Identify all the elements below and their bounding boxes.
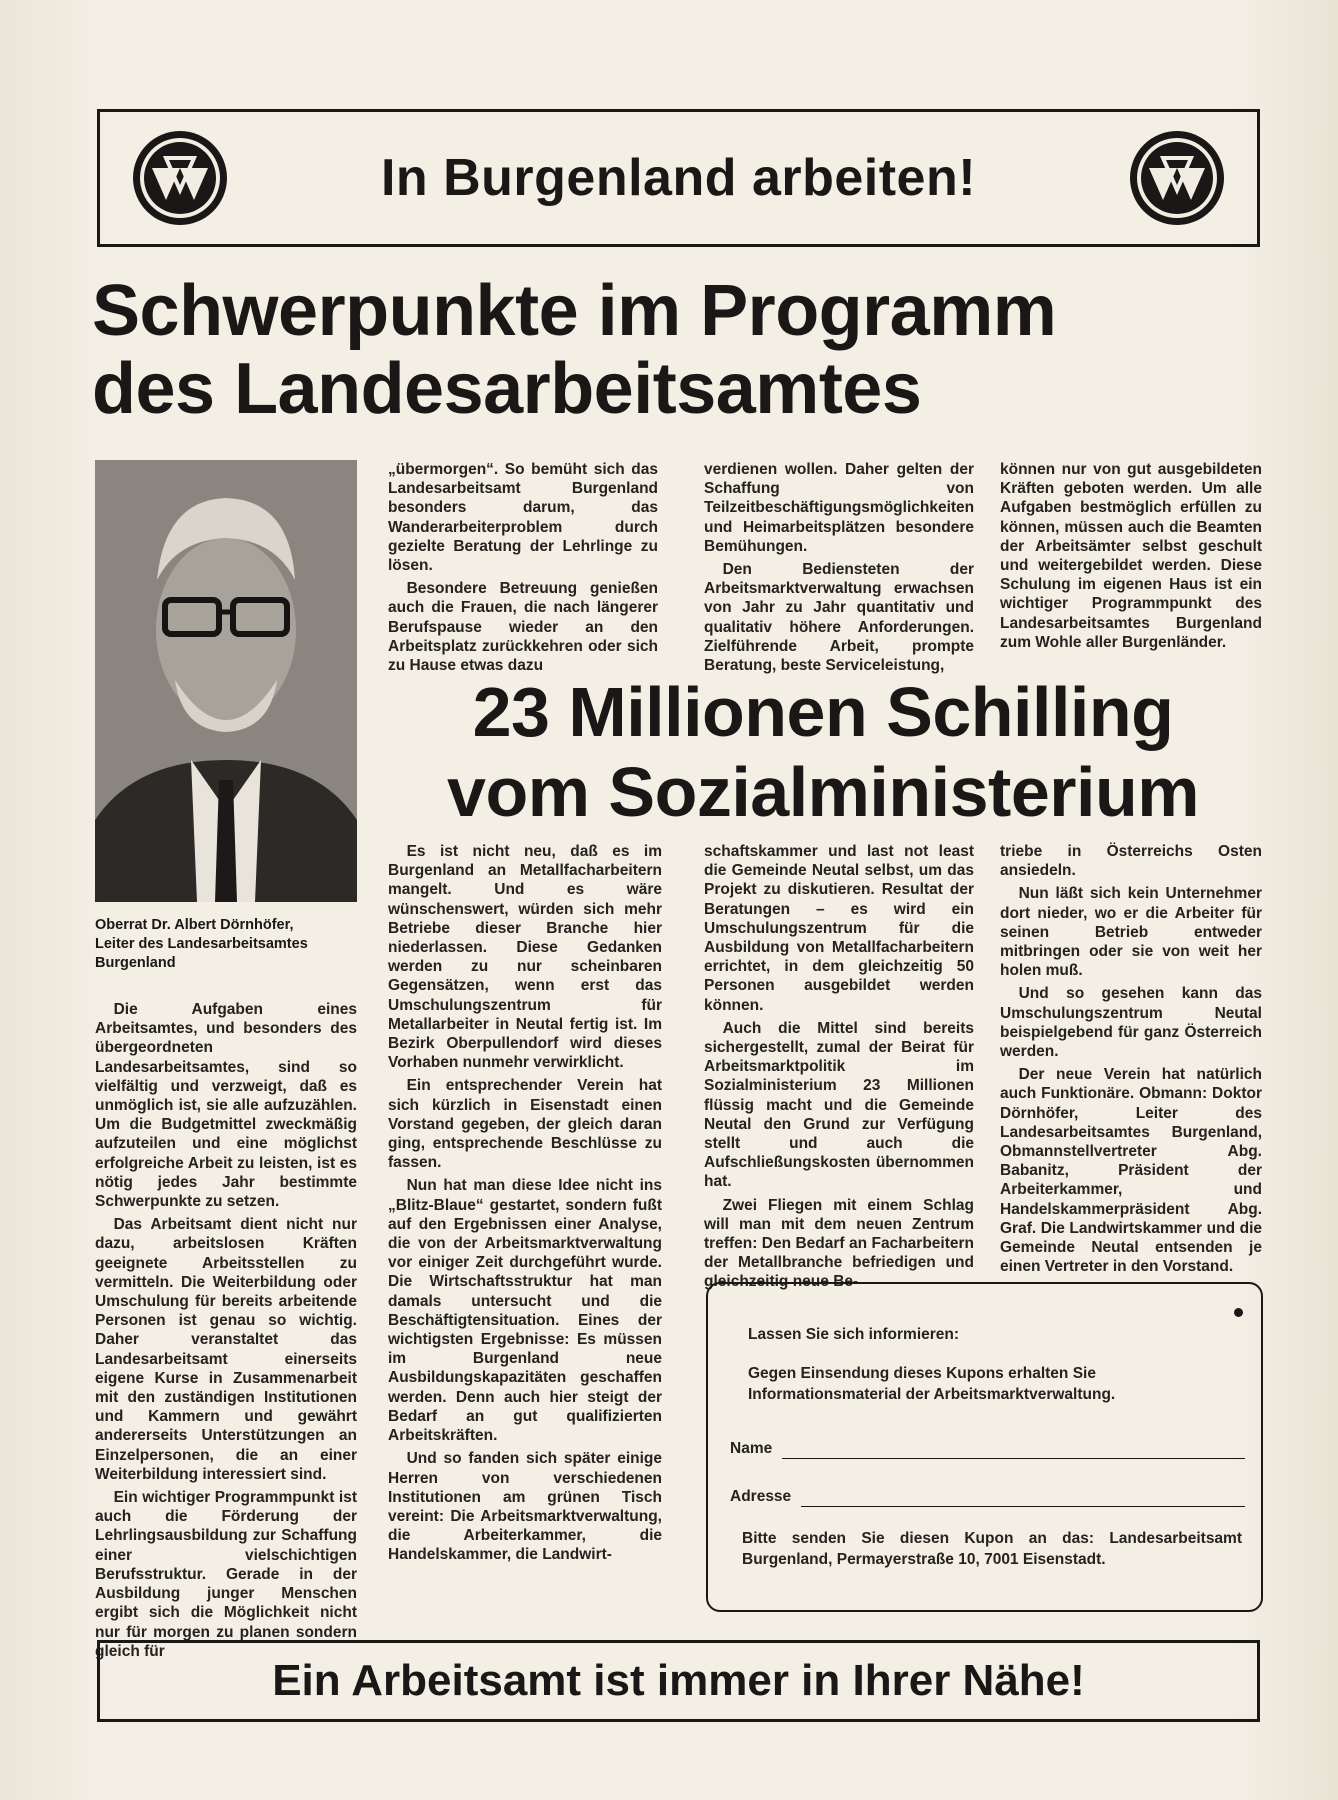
- name-line[interactable]: [782, 1442, 1245, 1459]
- banner-title: In Burgenland arbeiten!: [380, 149, 977, 207]
- paragraph: verdienen wollen. Daher gelten der Schaffung von Teilzeitbeschäftigungsmöglichkeiten und Heimarbeitsplätzen besondere Bemühungen.: [704, 461, 975, 555]
- paragraph: können nur von gut ausgebildeten Kräften geboten werden. Um alle Aufgaben bestmöglich erfüllen zu können, müssen auch die Beamten der Arbeitsämter selbst geschult und weitergebildet werden. Diese Schulung im eigenen Haus ist ein wichtiger Programmpunkt des Landesarbeitsamtes Burgenland zum Wohle aller Burgenländer.: [1000, 461, 1262, 651]
- paragraph: Die Aufgaben eines Arbeitsamtes, und besonders des übergeordneten Landesarbeitsamtes, sind so vielfältig und verzweigt, daß es unmöglich ist, sie alle aufzuzählen. Um die Budgetmittel zweckmäßig aufzuteilen und eine möglichst erfolgreiche Arbeit zu leisten, ist es nötig jedes Jahr bestimmte Schwerpunkte zu setzen.: [95, 1001, 357, 1211]
- coupon-lead: Lassen Sie sich informieren:: [748, 1326, 960, 1343]
- paragraph: Ein wichtiger Programmpunkt ist auch die Förderung der Lehrlingsausbildung zur Schaffung einer vielschichtigen Berufsstruktur. Gerade in der Ausbildung junger Menschen ergibt sich die Möglichkeit nicht nur für morgen zu planen sondern gleich für: [95, 1489, 357, 1660]
- coupon-text: Gegen Einsendung dieses Kupons erhalten Sie Informationsmaterial der Arbeitsmarktverwaltung.: [748, 1365, 1116, 1403]
- paragraph: „übermorgen“. So bemüht sich das Landesarbeitsamt Burgenland besonders darum, das Wanderarbeiterproblem durch gezielte Beratung der Lehrlinge zu lösen.: [388, 461, 658, 575]
- photo-caption: [95, 916, 357, 973]
- paragraph: Besondere Betreuung genießen auch die Frauen, die nach längerer Berufspause wieder an den Arbeitsplatz zurückkehren oder sich zu Hause etwas dazu: [388, 580, 658, 675]
- column-2-upper: [388, 460, 658, 679]
- footer-slogan-box: [97, 1640, 1260, 1722]
- coupon-name-label: Name: [730, 1440, 773, 1457]
- aa-logo-icon: [1127, 128, 1227, 228]
- sub-headline-line-2: vom Sozialministerium: [447, 753, 1199, 831]
- column-4-lower: [1000, 842, 1262, 1280]
- column-3-lower: [704, 842, 974, 1296]
- coupon-address-field[interactable]: [730, 1486, 1245, 1507]
- info-coupon: [706, 1282, 1263, 1612]
- aa-logo-icon: [130, 128, 230, 228]
- paragraph: Ein entsprechender Verein hat sich kürzlich in Eisenstadt einen Vorstand gegeben, der gleich daran ging, entsprechende Beschlüsse zu fassen.: [388, 1077, 662, 1172]
- paragraph: Das Arbeitsamt dient nicht nur dazu, arbeitslosen Kräften geeignete Arbeitsstellen zu vermitteln. Die Weiterbildung oder Umschulung für bereits arbeitende Personen ist genau so wichtig. Daher veranstaltet das Landesarbeitsamt einerseits eigene Kurse in Zusammenarbeit mit den zuständigen Institutionen und Kammern und gewährt andererseits Unterstützungen an Einzelpersonen, die an einer Weiterbildung interessiert sind.: [95, 1216, 357, 1483]
- column-4-upper: [1000, 460, 1262, 656]
- paragraph: Zwei Fliegen mit einem Schlag will man mit dem neuen Zentrum treffen: Den Bedarf an Facharbeitern der Metallbranche befriedigen und gleichzeitig neue Be-: [704, 1196, 974, 1291]
- caption-line: Burgenland: [95, 955, 176, 971]
- paragraph: Der neue Verein hat natürlich auch Funktionäre. Obmann: Doktor Dörnhöfer, Leiter des Landesarbeitsamtes Burgenland, Obmannstellvertreter Abg. Babanitz, Präsident der Arbeiterkammer, und Handelskammerpräsident Abg. Graf. Die Landwirtskammer und die Gemeinde Neutal entsenden je einen Vertreter in den Vorstand.: [1000, 1066, 1262, 1276]
- paragraph: Und so fanden sich später einige Herren von verschiedenen Institutionen am grünen Tisch vereint: Die Arbeitsmarktverwaltung, die Arbeiterkammer, die Handelskammer, die Landwirt-: [388, 1450, 662, 1564]
- column-3-upper: [704, 460, 974, 679]
- sub-headline-line-1: 23 Millionen Schilling: [472, 673, 1174, 751]
- coupon-name-field[interactable]: [730, 1438, 1245, 1459]
- coupon-address-label: Adresse: [730, 1488, 792, 1505]
- paragraph: Und so gesehen kann das Umschulungszentrum Neutal beispielgebend für ganz Österreich werden.: [1000, 985, 1262, 1061]
- paragraph: Auch die Mittel sind bereits sichergestellt, zumal der Beirat für Arbeitsmarktpolitik im Sozialministerium 23 Millionen flüssig macht und die Gemeinde Neutal den Grund zur Verfügung stellt und auch die Aufschließungskosten übernommen hat.: [704, 1019, 974, 1191]
- column-2-lower: [388, 842, 662, 1569]
- caption-line: Leiter des Landesarbeitsamtes: [95, 936, 308, 952]
- column-1-lower: [95, 1000, 357, 1665]
- bullet-dot-icon: [1234, 1308, 1243, 1317]
- headline-line-2: des Landesarbeitsamtes: [92, 349, 922, 429]
- paragraph: Nun hat man diese Idee nicht ins „Blitz-Blaue“ gestartet, sondern fußt auf den Ergebnissen einer Analyse, die von der Arbeitsmarktverwaltung vor einiger Zeit durchgeführt wurde. Die Wirtschaftsstruktur hat man damals untersucht und die Beschäftigtensituation. Eines der wichtigsten Ergebnisse: Es müssen im Burgenland neue Ausbildungskapazitäten geschaffen werden. Denn auch hier steigt der Bedarf an gut qualifizierten Arbeitskräften.: [388, 1177, 662, 1445]
- address-line[interactable]: [801, 1490, 1245, 1507]
- paragraph: Den Bediensteten der Arbeitsmarktverwaltung erwachsen von Jahr zu Jahr quantitativ und qualitativ höhere Anforderungen. Zielführende Arbeit, prompte Beratung, beste Serviceleistung,: [704, 561, 974, 675]
- footer-slogan: Ein Arbeitsamt ist immer in Ihrer Nähe!: [272, 1656, 1085, 1705]
- caption-line: Oberrat Dr. Albert Dörnhöfer,: [95, 917, 294, 933]
- headline: [92, 272, 1262, 428]
- paragraph: Nun läßt sich kein Unternehmer dort nieder, wo er die Arbeiter für seinen Betrieb entweder mitbringen oder sie von weit her holen muß.: [1000, 885, 1262, 980]
- paragraph: triebe in Österreichs Osten ansiedeln.: [1000, 843, 1262, 880]
- sub-headline: [388, 672, 1258, 832]
- portrait-photo: [95, 460, 357, 902]
- headline-line-1: Schwerpunkte im Programm: [92, 271, 1057, 351]
- coupon-send-text: Bitte senden Sie diesen Kupon an das: Landesarbeitsamt Burgenland, Permayerstraße 10, 7001 Eisenstadt.: [742, 1530, 1242, 1568]
- banner: [97, 109, 1260, 247]
- paragraph: Es ist nicht neu, daß es im Burgenland an Metallfacharbeitern mangelt. Und es wäre wünschenswert, würden sich mehr Betriebe dieser Branche hier niederlassen. Diese Gedanken werden zu nur scheinbaren Gegensätzen, wenn erst das Umschulungszentrum für Metallarbeiter in Neutal fertig ist. Im Bezirk Oberpullendorf wird dieses Vorhaben nunmehr verwirklicht.: [388, 843, 662, 1072]
- paragraph: schaftskammer und last not least die Gemeinde Neutal selbst, um das Projekt zu diskutieren. Resultat der Beratungen – es wird ein Umschulungszentrum für die Ausbildung von Metallfacharbeitern errichtet, in dem gleichzeitig 50 Personen ausgebildet werden können.: [704, 843, 974, 1014]
